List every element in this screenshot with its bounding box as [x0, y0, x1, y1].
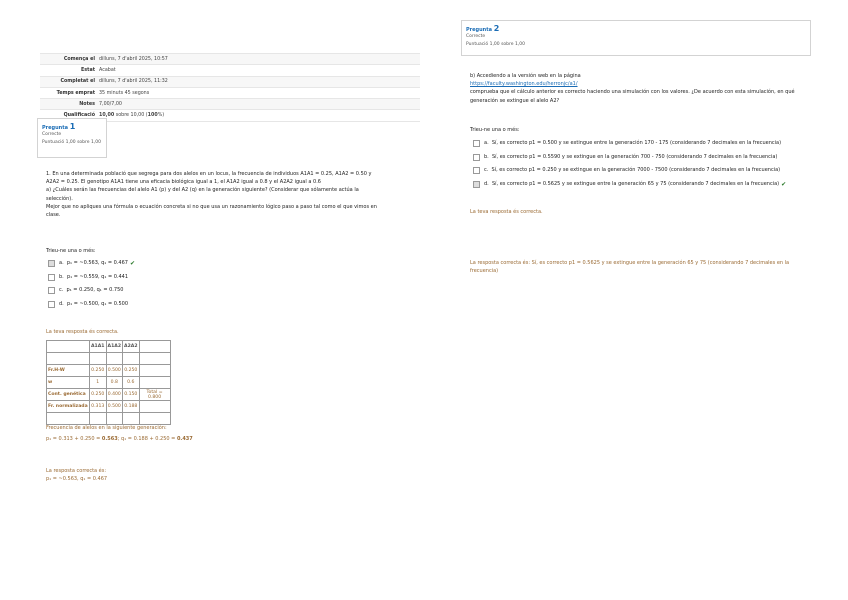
- option-b[interactable]: b. Sí, es correcto p1 = 0.5590 y se extingue en la generación 700 - 750 (considerando 7 decimales en la frecuencia): [473, 151, 803, 165]
- checkbox[interactable]: [473, 181, 480, 188]
- table-header-row: A1A1 A1A2 A2A2: [47, 341, 171, 353]
- correct-answer-title: La resposta correcta és:: [46, 468, 107, 474]
- attempt-summary: [40, 53, 420, 122]
- summary-row-time-taken: Temps emprat 35 minuts 45 segons: [40, 88, 420, 99]
- option-b[interactable]: b. p₁ = ~0.559, q₁ = 0.441: [48, 271, 348, 285]
- question-2-text: b) Accediendo a la versión web en la página https://faculty.washington.edu/herronjc/a1/ comprueba que el cálculo anterior es correcto haciendo una simulación con los valores. ¿De acuerdo con esta simulación, en qué generación se extingue el alelo A2?: [470, 72, 800, 105]
- table-row: Fr. normalizada 0.313 0.500 0.188: [47, 401, 171, 413]
- frequency-calculation: p₁ = 0.313 + 0.250 = 0.563; q₁ = 0.188 + 0.250 = 0.437: [46, 436, 193, 442]
- question-status: Correcte: [42, 132, 62, 137]
- question-score: Puntuació 1,00 sobre 1,00: [42, 140, 101, 145]
- checkbox[interactable]: [48, 260, 55, 267]
- checkbox[interactable]: [473, 154, 480, 161]
- summary-row-state: Estat Acabat: [40, 65, 420, 76]
- summary-row-started: Comença el dilluns, 7 d'abril 2025, 10:57: [40, 53, 420, 65]
- question-status: Correcte: [466, 34, 486, 39]
- option-c[interactable]: c. p₁ = 0.250, q₁ = 0.750: [48, 284, 348, 298]
- question-2-info: Pregunta 2 Correcte Puntuació 1,00 sobre 1,00: [461, 20, 811, 56]
- question-1-options: [48, 257, 348, 311]
- answer-prompt: Trieu-ne una o més:: [470, 127, 520, 133]
- option-a[interactable]: a. p₁ = ~0.563, q₁ = 0.467 ✔: [48, 257, 348, 271]
- table-row: [47, 413, 171, 425]
- correct-check-icon: ✔: [129, 260, 135, 267]
- option-d[interactable]: d. Sí, es correcto p1 = 0.5625 y se extingue entre la generación 65 y 75 (considerando 7 decimales en la frecuencia) ✔: [473, 178, 803, 192]
- summary-row-marks: Notes 7,00/7,00: [40, 99, 420, 110]
- checkbox[interactable]: [48, 274, 55, 281]
- question-number: 2: [493, 24, 500, 33]
- correct-check-icon: ✔: [781, 180, 787, 188]
- correct-answer: La resposta correcta és: Sí, es correcto p1 = 0.5625 y se extingue entre la generación 65 y 75 (considerando 7 decimales en la frecuencia): [470, 260, 790, 274]
- option-d[interactable]: d. p₁ = ~0.500, q₁ = 0.500: [48, 298, 348, 312]
- question-1-text: 1. En una determinada població que segrega para dos alelos en un locus, la frecuencia de individuos A1A1 = 0.25, A1A2 = 0.50 y A2A2 = 0.25. El genotipo A1A1 tiene una eficacia biológica igual a 1, el A1A2 igual a 0.8 y el A2A2 igual a 0.6 a) ¿Cuáles serán las frecuencias del alelo A1 (p) y del A2 (q) en la generación siguiente? (Considerar que sólamente actúa la selección). Mejor que no apliques una fórmula o ecuación concreta si no que usa un razonamiento lógico paso a paso tal como el que vimos en clase.: [46, 171, 377, 219]
- table-row: w 1 0.8 0.6: [47, 377, 171, 389]
- option-c[interactable]: c. Sí, es correcto p1 = 0.250 y se extingue en la generación 7000 - 7500 (considerando 7 decimales en la frecuencia): [473, 164, 803, 178]
- checkbox[interactable]: [48, 301, 55, 308]
- checkbox[interactable]: [48, 287, 55, 294]
- summary-row-completed: Completat el dilluns, 7 d'abril 2025, 11:32: [40, 77, 420, 88]
- question-1-info: Pregunta 1 Correcte Puntuació 1,00 sobre 1,00: [37, 118, 107, 158]
- checkbox[interactable]: [473, 140, 480, 147]
- question-score: Puntuació 1,00 sobre 1,00: [466, 42, 525, 47]
- option-a[interactable]: a. Sí, es correcto p1 = 0.500 y se extingue entre la generación 170 - 175 (considerando 7 decimales en la frecuencia): [473, 137, 803, 151]
- table-row: Cont. genética 0.250 0.400 0.150 Total = 0.800: [47, 389, 171, 401]
- table-row: [47, 353, 171, 365]
- checkbox[interactable]: [473, 167, 480, 174]
- summary-row-grade: Qualificació 10,00 sobre 10,00 (100%): [40, 110, 420, 121]
- answer-prompt: Trieu-ne una o més:: [46, 248, 96, 254]
- table-row: Fr.H-W 0.250 0.500 0.250: [47, 365, 171, 377]
- question-2-options: [473, 137, 803, 191]
- feedback-title: La teva resposta és correcta.: [470, 209, 543, 215]
- question-number: 1: [69, 122, 76, 131]
- simulation-link[interactable]: https://faculty.washington.edu/herronjc/a1/: [470, 81, 578, 88]
- frequency-title: Frecuencia de alelos en la siguiente generación:: [46, 425, 167, 431]
- correct-answer: p₁ = ~0.563, q₁ = 0.467: [46, 476, 108, 482]
- fitness-table: [46, 340, 171, 425]
- feedback-title: La teva resposta és correcta.: [46, 329, 119, 335]
